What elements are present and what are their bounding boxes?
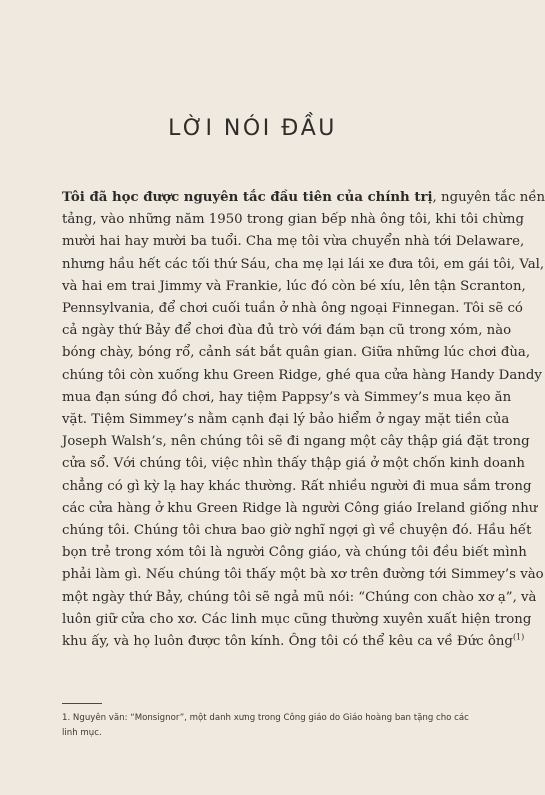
footnote-reference: (1) xyxy=(512,632,525,642)
body-line: luôn giữ cửa cho xơ. Các linh mục cũng thường xuyên xuất hiện trong xyxy=(62,611,532,627)
body-line: cửa sổ. Với chúng tôi, việc nhìn thấy thập giá ở một chốn kinh doanh xyxy=(62,456,525,472)
body-line: và hai em trai Jimmy và Frankie, lúc đó còn bé xíu, lên tận Scranton, xyxy=(62,278,526,294)
body-line: bọn trẻ trong xóm tôi là người Công giáo, và chúng tôi đều biết mình xyxy=(62,545,527,561)
body-line: chúng tôi còn xuống khu Green Ridge, ghé qua cửa hàng Handy Dandy xyxy=(62,367,542,383)
footnote-line: linh mục. xyxy=(62,728,102,738)
footnote-line: 1. Nguyên văn: “Monsignor”, một danh xưng trong Công giáo do Giáo hoàng ban tặng cho các xyxy=(62,713,469,723)
body-line: cả ngày thứ Bảy để chơi đùa đủ trò với đám bạn cũ trong xóm, nào xyxy=(62,323,512,339)
body-line: chúng tôi. Chúng tôi chưa bao giờ nghĩ ngợi gì về chuyện đó. Hầu hết xyxy=(62,523,532,539)
body-line-last xyxy=(62,631,525,653)
body-line: Pennsylvania, để chơi cuối tuần ở nhà ông ngoại Finnegan. Tôi sẽ có xyxy=(62,301,523,317)
body-line: chẳng có gì kỳ lạ hay khác thường. Rất nhiều người đi mua sắm trong xyxy=(62,478,532,494)
body-line-1-rest: , nguyên tắc nền xyxy=(432,190,545,205)
body-line: nhưng hầu hết các tối thứ Sáu, cha mẹ lại lái xe đưa tôi, em gái tôi, Val, xyxy=(62,256,545,272)
body-line: mười hai hay mười ba tuổi. Cha mẹ tôi vừa chuyển nhà tới Delaware, xyxy=(62,234,525,250)
body-line-last-text: khu ấy, và họ luôn được tôn kính. Ông tôi có thể kêu ca về Đức ông xyxy=(62,634,513,650)
body-line: vặt. Tiệm Simmey’s nằm cạnh đại lý bảo hiểm ở ngay mặt tiền của xyxy=(62,412,510,428)
body-line: tảng, vào những năm 1950 trong gian bếp nhà ông tôi, khi tôi chừng xyxy=(62,212,525,228)
body-line-1 xyxy=(62,187,545,209)
body-line: phải làm gì. Nếu chúng tôi thấy một bà xơ trên đường tới Simmey’s vào xyxy=(62,567,544,583)
footnote xyxy=(62,711,469,741)
footnote-divider xyxy=(62,703,102,704)
body-line: bóng chày, bóng rổ, cảnh sát bắt quân gian. Giữa những lúc chơi đùa, xyxy=(62,345,531,361)
body-line: các cửa hàng ở khu Green Ridge là người Công giáo Ireland giống như xyxy=(62,500,538,516)
body-lead-bold: Tôi đã học được nguyên tắc đầu tiên của chính trị xyxy=(62,190,433,205)
body-line: Joseph Walsh’s, nên chúng tôi sẽ đi ngang một cây thập giá đặt trong xyxy=(62,434,530,450)
body-line: một ngày thứ Bảy, chúng tôi sẽ ngả mũ nói: “Chúng con chào xơ ạ”, và xyxy=(62,589,537,605)
body-line: mua đạn súng đồ chơi, hay tiệm Pappsy’s và Simmey’s mua kẹo ăn xyxy=(62,389,512,405)
chapter-heading: LỜI NÓI ĐẦU xyxy=(168,116,337,141)
body-text xyxy=(62,187,545,653)
